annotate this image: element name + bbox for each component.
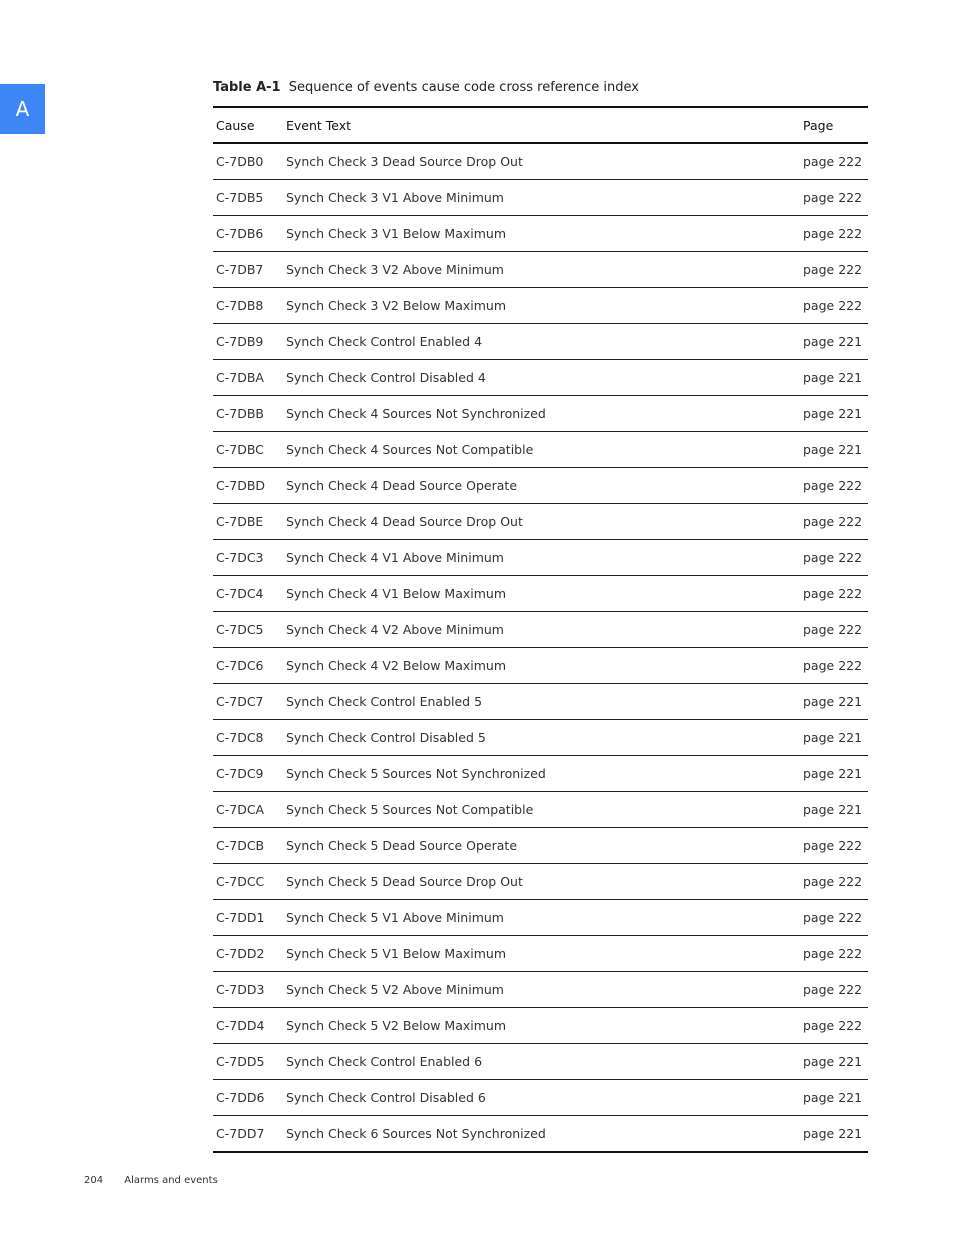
page-ref-cell: page 222 xyxy=(803,874,863,889)
cause-cell: C-7DD3 xyxy=(216,982,265,997)
table-row xyxy=(213,612,868,648)
page-ref-cell: page 222 xyxy=(803,550,863,565)
page-ref-cell: page 221 xyxy=(803,802,863,817)
page-ref-cell: page 222 xyxy=(803,262,863,277)
cause-cell: C-7DB8 xyxy=(216,298,264,313)
event-text-cell: Synch Check 4 V2 Above Minimum xyxy=(286,622,504,637)
appendix-tab-label: A xyxy=(15,97,30,121)
event-text-cell: Synch Check 4 Sources Not Compatible xyxy=(286,442,534,457)
page-ref-cell: page 221 xyxy=(803,1054,863,1069)
cause-cell: C-7DBE xyxy=(216,514,264,529)
event-text-cell: Synch Check 5 V1 Below Maximum xyxy=(286,946,507,961)
cause-cell: C-7DD1 xyxy=(216,910,265,925)
table-row xyxy=(213,864,868,900)
cause-cell: C-7DC7 xyxy=(216,694,264,709)
page-ref-cell: page 221 xyxy=(803,334,863,349)
table-row xyxy=(213,1080,868,1116)
page-ref-cell: page 221 xyxy=(803,1090,863,1105)
event-text-cell: Synch Check 3 V2 Above Minimum xyxy=(286,262,504,277)
event-text-cell: Synch Check Control Disabled 5 xyxy=(286,730,486,745)
table-row xyxy=(213,1008,868,1044)
page-ref-cell: page 222 xyxy=(803,478,863,493)
table-caption-title: Sequence of events cause code cross reference index xyxy=(288,80,639,95)
table-caption xyxy=(213,80,639,95)
table-header-row xyxy=(213,107,868,143)
cause-cell: C-7DD4 xyxy=(216,1018,265,1033)
cause-cell: C-7DBD xyxy=(216,478,266,493)
page-ref-cell: page 222 xyxy=(803,514,863,529)
table-row xyxy=(213,1116,868,1153)
event-text-cell: Synch Check 3 V2 Below Maximum xyxy=(286,298,507,313)
cause-cell: C-7DB9 xyxy=(216,334,264,349)
event-text-cell: Synch Check 4 V1 Above Minimum xyxy=(286,550,504,565)
cause-cell: C-7DBA xyxy=(216,370,264,385)
page-ref-cell: page 221 xyxy=(803,730,863,745)
event-text-cell: Synch Check 6 Sources Not Synchronized xyxy=(286,1126,546,1141)
page-ref-cell: page 221 xyxy=(803,370,863,385)
event-text-cell: Synch Check 5 Dead Source Drop Out xyxy=(286,874,523,889)
table-row xyxy=(213,252,868,288)
table-row xyxy=(213,324,868,360)
page-ref-cell: page 222 xyxy=(803,658,863,673)
appendix-tab xyxy=(0,84,45,134)
cause-cell: C-7DC4 xyxy=(216,586,264,601)
table-row xyxy=(213,684,868,720)
event-text-cell: Synch Check 5 V2 Above Minimum xyxy=(286,982,504,997)
page-ref-cell: page 222 xyxy=(803,154,863,169)
table-row xyxy=(213,936,868,972)
event-text-cell: Synch Check 5 Sources Not Synchronized xyxy=(286,766,546,781)
table-row xyxy=(213,360,868,396)
page-ref-cell: page 222 xyxy=(803,910,863,925)
page-ref-cell: page 222 xyxy=(803,982,863,997)
cause-cell: C-7DCC xyxy=(216,874,265,889)
cause-cell: C-7DB7 xyxy=(216,262,264,277)
table-row xyxy=(213,792,868,828)
section-name: Alarms and events xyxy=(124,1175,218,1186)
event-text-cell: Synch Check 4 Dead Source Operate xyxy=(286,478,518,493)
cause-cell: C-7DD2 xyxy=(216,946,265,961)
cause-cell: C-7DC6 xyxy=(216,658,264,673)
cause-cell: C-7DCA xyxy=(216,802,265,817)
event-text-cell: Synch Check 4 Dead Source Drop Out xyxy=(286,514,523,529)
page-number: 204 xyxy=(84,1175,104,1186)
page-footer xyxy=(84,1175,218,1186)
cause-cell: C-7DC3 xyxy=(216,550,264,565)
cause-cell: C-7DCB xyxy=(216,838,265,853)
table-row xyxy=(213,432,868,468)
table-row xyxy=(213,180,868,216)
event-text-cell: Synch Check Control Disabled 6 xyxy=(286,1090,486,1105)
page-ref-cell: page 222 xyxy=(803,298,863,313)
event-text-cell: Synch Check 3 Dead Source Drop Out xyxy=(286,154,523,169)
cause-code-table xyxy=(213,106,868,1153)
event-text-cell: Synch Check 4 Sources Not Synchronized xyxy=(286,406,546,421)
page-ref-cell: page 221 xyxy=(803,1126,863,1141)
table-caption-label: Table A-1 xyxy=(213,80,281,95)
cause-cell: C-7DD7 xyxy=(216,1126,265,1141)
cause-cell: C-7DBC xyxy=(216,442,264,457)
event-text-cell: Synch Check 4 V2 Below Maximum xyxy=(286,658,507,673)
table-row xyxy=(213,216,868,252)
table-row xyxy=(213,756,868,792)
table-row xyxy=(213,648,868,684)
table-row xyxy=(213,143,868,180)
page-ref-cell: page 222 xyxy=(803,226,863,241)
header-cause: Cause xyxy=(216,117,255,133)
table-row xyxy=(213,576,868,612)
event-text-cell: Synch Check Control Enabled 4 xyxy=(286,334,483,349)
table-row xyxy=(213,972,868,1008)
page-ref-cell: page 221 xyxy=(803,694,863,709)
event-text-cell: Synch Check Control Enabled 5 xyxy=(286,694,483,709)
cause-cell: C-7DC9 xyxy=(216,766,264,781)
table-row xyxy=(213,504,868,540)
event-text-cell: Synch Check 4 V1 Below Maximum xyxy=(286,586,507,601)
page-ref-cell: page 221 xyxy=(803,406,863,421)
event-text-cell: Synch Check 5 Sources Not Compatible xyxy=(286,802,534,817)
header-event-text: Event Text xyxy=(286,117,352,133)
page-ref-cell: page 222 xyxy=(803,190,863,205)
table-row xyxy=(213,1044,868,1080)
event-text-cell: Synch Check Control Enabled 6 xyxy=(286,1054,483,1069)
cause-cell: C-7DD6 xyxy=(216,1090,265,1105)
cause-cell: C-7DB0 xyxy=(216,154,264,169)
table-row xyxy=(213,468,868,504)
header-page: Page xyxy=(803,117,834,133)
cause-cell: C-7DB6 xyxy=(216,226,264,241)
table-row xyxy=(213,540,868,576)
event-text-cell: Synch Check 3 V1 Below Maximum xyxy=(286,226,507,241)
table-row xyxy=(213,900,868,936)
page-ref-cell: page 222 xyxy=(803,1018,863,1033)
table-row xyxy=(213,396,868,432)
table-row xyxy=(213,828,868,864)
page-ref-cell: page 221 xyxy=(803,766,863,781)
event-text-cell: Synch Check 5 V1 Above Minimum xyxy=(286,910,504,925)
event-text-cell: Synch Check 3 V1 Above Minimum xyxy=(286,190,504,205)
page-ref-cell: page 222 xyxy=(803,946,863,961)
table-row xyxy=(213,288,868,324)
page-ref-cell: page 222 xyxy=(803,586,863,601)
event-text-cell: Synch Check 5 Dead Source Operate xyxy=(286,838,518,853)
cause-cell: C-7DB5 xyxy=(216,190,264,205)
table-row xyxy=(213,720,868,756)
page-ref-cell: page 221 xyxy=(803,442,863,457)
page-ref-cell: page 222 xyxy=(803,622,863,637)
cause-cell: C-7DD5 xyxy=(216,1054,265,1069)
page-ref-cell: page 222 xyxy=(803,838,863,853)
cause-cell: C-7DBB xyxy=(216,406,264,421)
event-text-cell: Synch Check Control Disabled 4 xyxy=(286,370,486,385)
cause-cell: C-7DC8 xyxy=(216,730,264,745)
event-text-cell: Synch Check 5 V2 Below Maximum xyxy=(286,1018,507,1033)
cause-cell: C-7DC5 xyxy=(216,622,264,637)
